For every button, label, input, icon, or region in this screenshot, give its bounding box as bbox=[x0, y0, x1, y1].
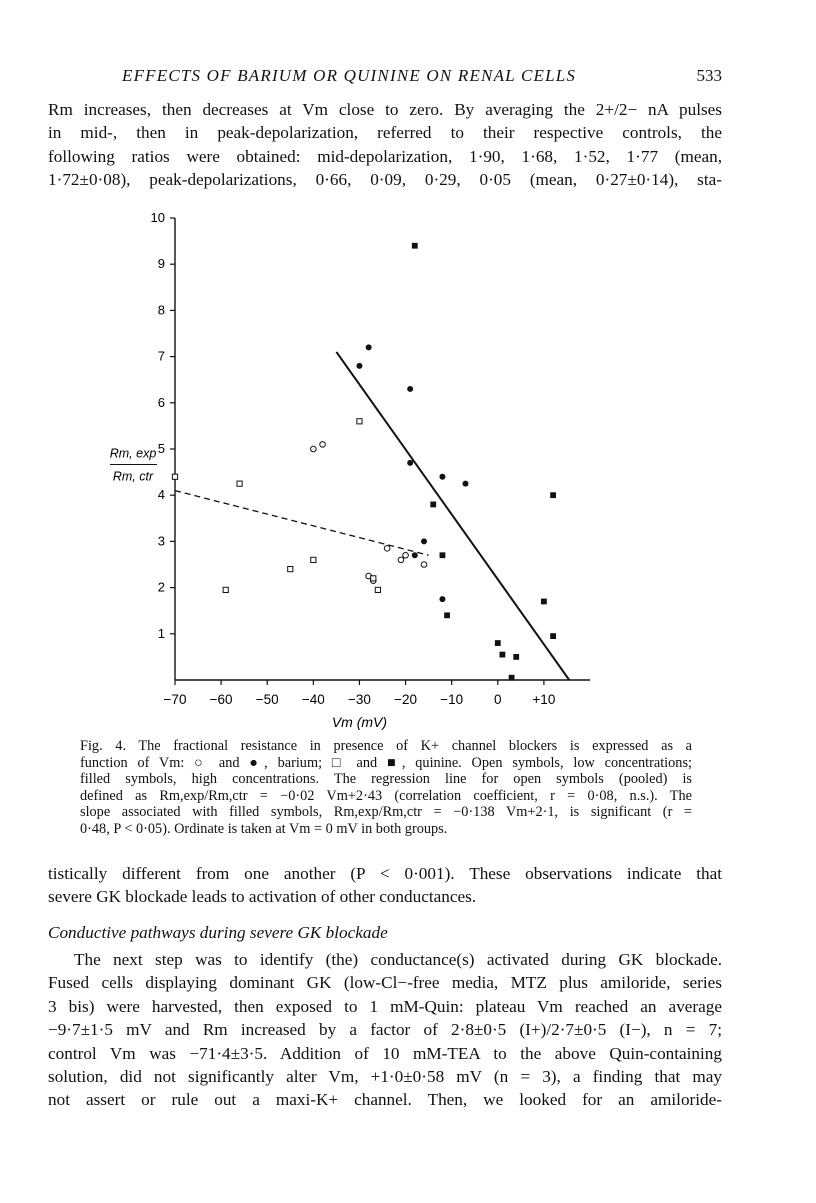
figure-4-chart bbox=[110, 200, 610, 735]
paragraph-continued bbox=[48, 862, 722, 909]
caption-line: filled symbols, high concentrations. The regression line for open symbols (pooled) is bbox=[80, 771, 692, 788]
data-point-quinine-filled bbox=[550, 492, 556, 498]
data-point-quinine-open bbox=[288, 567, 293, 572]
text-line: 1·72±0·08), peak-depolarizations, 0·66, 0·09, 0·29, 0·05 (mean, 0·27±0·14), sta- bbox=[48, 170, 722, 190]
data-point-quinine-filled bbox=[513, 654, 519, 660]
text-line: 3 bis) were harvested, then exposed to 1 mM-Quin: plateau Vm reached an average bbox=[48, 996, 722, 1016]
x-axis-label: Vm (mV) bbox=[331, 714, 388, 730]
y-axis-label-denominator: Rm, ctr bbox=[112, 469, 154, 484]
section-paragraph bbox=[48, 948, 722, 1112]
figure-caption bbox=[80, 738, 692, 838]
text-line: tistically different from one another (P < 0·001). These observations indicate that bbox=[48, 864, 722, 883]
data-point-barium-filled bbox=[439, 596, 445, 602]
y-tick-label: 9 bbox=[157, 256, 165, 272]
data-point-barium-open bbox=[384, 546, 390, 552]
data-point-quinine-open bbox=[237, 481, 242, 486]
data-point-quinine-open bbox=[172, 474, 177, 479]
section-heading: Conductive pathways during severe GK blockade bbox=[48, 923, 388, 942]
y-tick-label: 2 bbox=[157, 579, 165, 595]
y-tick-label: 6 bbox=[157, 394, 165, 410]
text-line: solution, did not significantly alter Vm, +1·0±0·58 mV (n = 3), a finding that may bbox=[48, 1067, 722, 1087]
data-point-barium-open bbox=[311, 446, 317, 452]
y-tick-label: 7 bbox=[157, 348, 165, 364]
data-point-quinine-filled bbox=[430, 502, 436, 508]
data-point-barium-filled bbox=[366, 344, 372, 350]
data-point-barium-filled bbox=[439, 474, 445, 480]
text-line: following ratios were obtained: mid-depolarization, 1·90, 1·68, 1·52, 1·77 (mean, bbox=[48, 146, 722, 166]
regression-line-filled bbox=[336, 352, 569, 680]
x-tick-label: −30 bbox=[347, 692, 371, 707]
data-point-quinine-filled bbox=[509, 675, 515, 681]
x-tick-label: −40 bbox=[301, 692, 325, 707]
data-point-quinine-filled bbox=[495, 640, 501, 646]
y-tick-label: 3 bbox=[157, 533, 165, 549]
caption-line: 0·48, P < 0·05). Ordinate is taken at Vm = 0 mV in both groups. bbox=[80, 820, 448, 837]
regression-line-open bbox=[175, 491, 429, 556]
data-point-quinine-filled bbox=[444, 612, 450, 618]
text-line: severe GK blockade leads to activation of other conductances. bbox=[48, 887, 477, 907]
text-line: −9·7±1·5 mV and Rm increased by a factor of 2·8±0·5 (I+)/2·7±0·5 (I−), n = 7; bbox=[48, 1020, 722, 1040]
data-point-barium-filled bbox=[407, 460, 413, 466]
y-tick-label: 5 bbox=[157, 441, 165, 456]
text-line: control Vm was −71·4±3·5. Addition of 10 mM-TEA to the above Quin-containing bbox=[48, 1043, 722, 1063]
data-point-barium-filled bbox=[407, 386, 413, 392]
x-tick-label: −70 bbox=[163, 692, 187, 707]
data-point-barium-filled bbox=[412, 552, 418, 558]
data-point-barium-filled bbox=[463, 481, 469, 487]
text-line: not assert or rule out a maxi-K+ channel. Then, we looked for an amiloride- bbox=[48, 1090, 722, 1110]
data-point-quinine-open bbox=[311, 557, 316, 562]
data-point-quinine-open bbox=[357, 419, 362, 424]
y-tick-label: 8 bbox=[157, 302, 165, 318]
paragraph-top bbox=[48, 98, 722, 192]
text-line: The next step was to identify (the) conductance(s) activated during GK blockade. bbox=[74, 950, 722, 969]
y-tick-label: 4 bbox=[157, 487, 165, 503]
scatter-plot bbox=[110, 200, 610, 735]
x-tick-label: 0 bbox=[494, 692, 502, 707]
x-tick-label: −50 bbox=[255, 692, 279, 707]
page-number: 533 bbox=[696, 66, 722, 85]
x-tick-label: −60 bbox=[209, 692, 233, 707]
data-point-barium-filled bbox=[356, 363, 362, 369]
data-point-quinine-open bbox=[371, 576, 376, 581]
data-point-barium-open bbox=[421, 562, 427, 568]
data-point-quinine-filled bbox=[541, 599, 547, 605]
x-tick-label: −10 bbox=[440, 692, 464, 707]
caption-line: slope associated with filled symbols, Rm,exp/Rm,ctr = −0·138 Vm+2·1, is significant (r = bbox=[80, 804, 692, 821]
data-point-quinine-filled bbox=[440, 552, 446, 558]
data-point-quinine-filled bbox=[550, 633, 556, 639]
data-point-barium-open bbox=[398, 557, 404, 563]
data-point-barium-open bbox=[320, 442, 326, 448]
text-line: Rm increases, then decreases at Vm close to zero. By averaging the 2+/2− nA pulses bbox=[48, 100, 722, 119]
y-tick-label: 10 bbox=[150, 210, 165, 225]
x-tick-label: −20 bbox=[394, 692, 418, 707]
data-point-quinine-open bbox=[223, 587, 228, 592]
caption-line: Fig. 4. The fractional resistance in presence of K+ channel blockers is expressed as a bbox=[80, 738, 692, 754]
running-title: EFFECTS OF BARIUM OR QUININE ON RENAL CELLS bbox=[122, 66, 577, 85]
data-point-quinine-filled bbox=[412, 243, 418, 249]
running-header bbox=[48, 66, 722, 90]
data-point-quinine-filled bbox=[499, 652, 505, 658]
data-point-quinine-open bbox=[375, 587, 380, 592]
text-line: Fused cells displaying dominant GK (low-Cl−-free media, MTZ plus amiloride, series bbox=[48, 973, 722, 993]
text-line: in mid-, then in peak-depolarization, referred to their respective controls, the bbox=[48, 123, 722, 143]
y-tick-label: 1 bbox=[157, 625, 165, 641]
data-point-barium-open bbox=[403, 552, 409, 558]
y-axis-label-numerator: Rm, exp bbox=[110, 446, 157, 461]
data-point-barium-filled bbox=[421, 538, 427, 544]
x-tick-label: +10 bbox=[532, 692, 556, 707]
caption-line: defined as Rm,exp/Rm,ctr = −0·02 Vm+2·43 (correlation coefficient, r = 0·08, n.s.). The bbox=[80, 787, 692, 804]
caption-line: function of Vm: ○ and ●, barium; □ and ■, quinine. Open symbols, low concentrations; bbox=[80, 754, 692, 771]
